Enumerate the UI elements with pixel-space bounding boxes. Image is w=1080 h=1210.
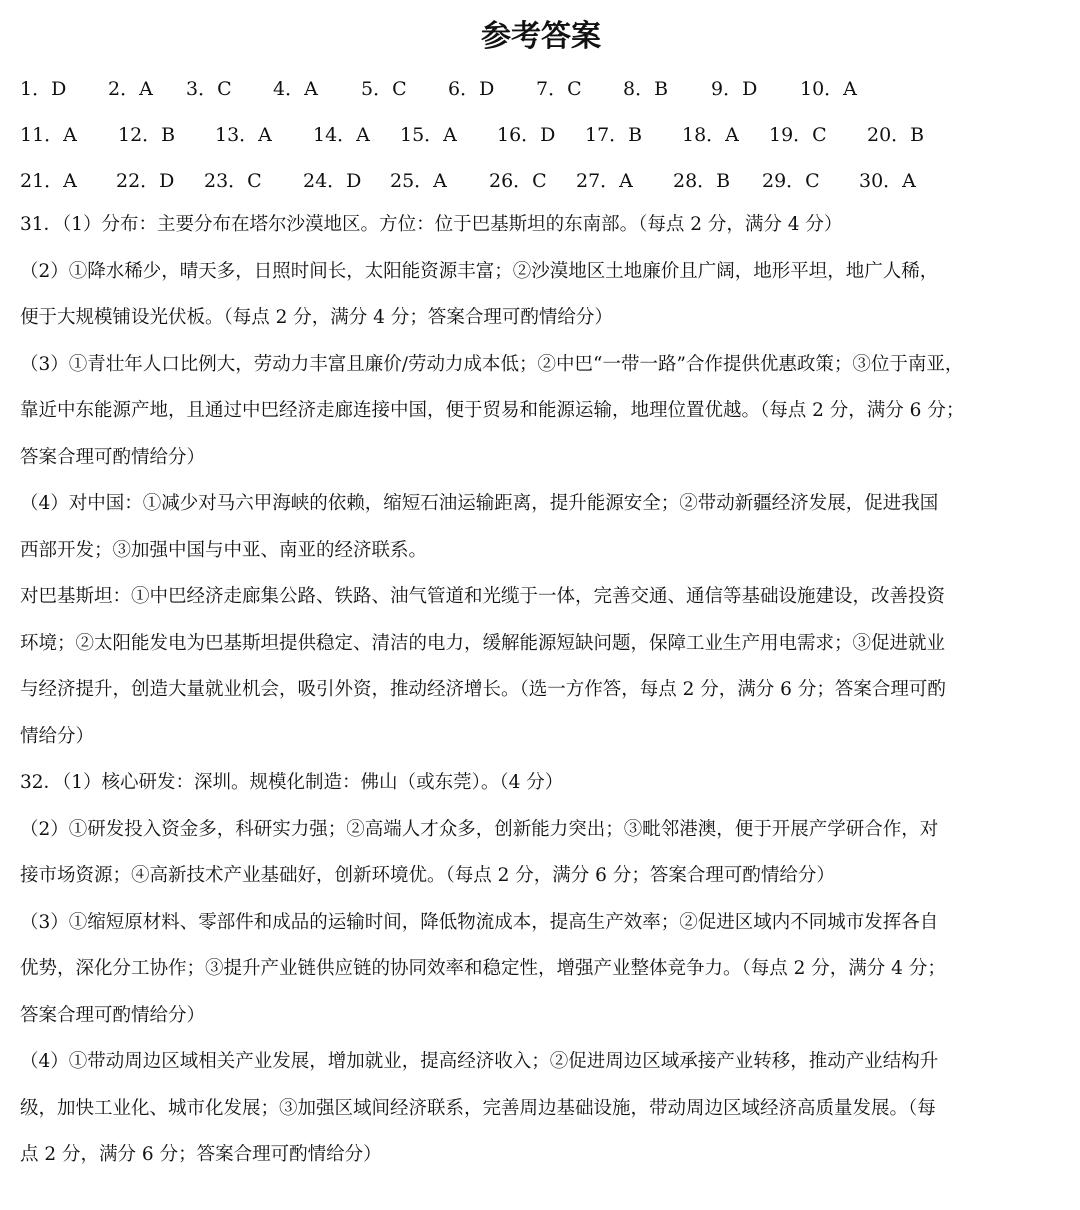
choice-answer: 13．A xyxy=(215,123,272,146)
answer-line: 靠近中东能源产地，且通过中巴经济走廊连接中国，便于贸易和能源运输，地理位置优越。（每点 2 分，满分 6 分； xyxy=(20,400,965,421)
answer-line: 点 2 分，满分 6 分；答案合理可酌情给分） xyxy=(20,1144,382,1165)
choice-answer: 29．C xyxy=(762,169,820,192)
choice-answer: 28．B xyxy=(673,169,731,192)
answer-line: （3）①缩短原材料、零部件和成品的运输时间，降低物流成本，提高生产效率；②促进区域内不同城市发挥各自 xyxy=(20,911,939,933)
page-title: 参考答案 xyxy=(481,19,601,54)
choice-answer: 23．C xyxy=(204,169,262,192)
answer-line: 便于大规模铺设光伏板。（每点 2 分，满分 4 分；答案合理可酌情给分） xyxy=(20,307,613,328)
choice-answer: 14．A xyxy=(313,123,370,146)
choice-answer: 25．A xyxy=(390,169,447,192)
choice-answer: 1．D xyxy=(20,77,67,100)
answer-line: （2）①研发投入资金多，科研实力强；②高端人才众多，创新能力突出；③毗邻港澳，便于开展产学研合作，对 xyxy=(20,818,939,840)
answer-line: 答案合理可酌情给分） xyxy=(20,1004,206,1026)
choice-answer: 8．B xyxy=(623,77,669,100)
choice-answer: 19．C xyxy=(769,123,827,146)
answer-line: （4）①带动周边区域相关产业发展，增加就业，提高经济收入；②促进周边区域承接产业转移，推动产业结构升 xyxy=(20,1051,939,1072)
question-31-answers xyxy=(20,202,1062,760)
choice-row-1 xyxy=(20,64,1062,110)
answer-line: （3）①青壮年人口比例大，劳动力丰富且廉价/劳动力成本低；②中巴“一带一路”合作提供优惠政策；③位于南亚， xyxy=(20,353,964,375)
answer-line: 情给分） xyxy=(20,725,95,747)
choice-answer: 2．A xyxy=(108,77,153,100)
choice-answer: 15．A xyxy=(400,123,457,146)
choice-answer: 20．B xyxy=(867,123,925,146)
choice-answer: 12．B xyxy=(118,123,176,146)
answer-line: 对巴基斯坦：①中巴经济走廊集公路、铁路、油气管道和光缆于一体，完善交通、通信等基础设施建设，改善投资 xyxy=(20,586,946,607)
choice-answer: 5．C xyxy=(361,77,407,100)
choice-answer: 10．A xyxy=(800,77,857,100)
choice-answer: 24．D xyxy=(303,169,362,192)
answer-line: 答案合理可酌情给分） xyxy=(20,446,206,468)
answer-line: 级，加快工业化、城市化发展；③加强区域间经济联系，完善周边基础设施，带动周边区域经济高质量发展。（每 xyxy=(20,1097,936,1119)
choice-answer: 3．C xyxy=(186,77,232,100)
answer-line: 31．（1）分布：主要分布在塔尔沙漠地区。方位：位于巴基斯坦的东南部。（每点 2 分，满分 4 分） xyxy=(20,214,843,235)
multiple-choice-answers xyxy=(20,64,1062,202)
choice-answer: 11．A xyxy=(20,123,77,146)
choice-answer: 21．A xyxy=(20,169,77,192)
answer-line: （4）对中国：①减少对马六甲海峡的依赖，缩短石油运输距离，提升能源安全；②带动新疆经济发展，促进我国 xyxy=(20,493,939,514)
choice-answer: 27．A xyxy=(576,169,633,192)
answer-line: 32．（1）核心研发：深圳。规模化制造：佛山（或东莞）。（4 分） xyxy=(20,772,564,793)
answer-line: 与经济提升，创造大量就业机会，吸引外资，推动经济增长。（选一方作答，每点 2 分，满分 6 分；答案合理可酌 xyxy=(20,679,946,700)
answer-line: （2）①降水稀少，晴天多，日照时间长，太阳能资源丰富；②沙漠地区土地廉价且广阔，地形平坦，地广人稀， xyxy=(20,260,939,282)
choice-answer: 7．C xyxy=(536,77,582,100)
answer-line: 接市场资源；④高新技术产业基础好，创新环境优。（每点 2 分，满分 6 分；答案合理可酌情给分） xyxy=(20,865,835,886)
choice-row-3 xyxy=(20,156,1062,202)
choice-answer: 6．D xyxy=(448,77,495,100)
answer-line: 环境；②太阳能发电为巴基斯坦提供稳定、清洁的电力，缓解能源短缺问题，保障工业生产用电需求；③促进就业 xyxy=(20,632,946,654)
choice-answer: 18．A xyxy=(682,123,739,146)
choice-answer: 9．D xyxy=(711,77,758,100)
answer-line: 优势，深化分工协作；③提升产业链供应链的协同效率和稳定性，增强产业整体竞争力。（每点 2 分，满分 4 分； xyxy=(20,958,946,979)
choice-answer: 26．C xyxy=(489,169,547,192)
question-32-answers xyxy=(20,760,1062,1179)
choice-row-2 xyxy=(20,110,1062,156)
choice-answer: 30．A xyxy=(859,169,916,192)
choice-answer: 4．A xyxy=(273,77,318,100)
choice-answer: 22．D xyxy=(116,169,175,192)
choice-answer: 16．D xyxy=(497,123,556,146)
answer-line: 西部开发；③加强中国与中亚、南亚的经济联系。 xyxy=(20,539,428,561)
choice-answer: 17．B xyxy=(585,123,643,146)
